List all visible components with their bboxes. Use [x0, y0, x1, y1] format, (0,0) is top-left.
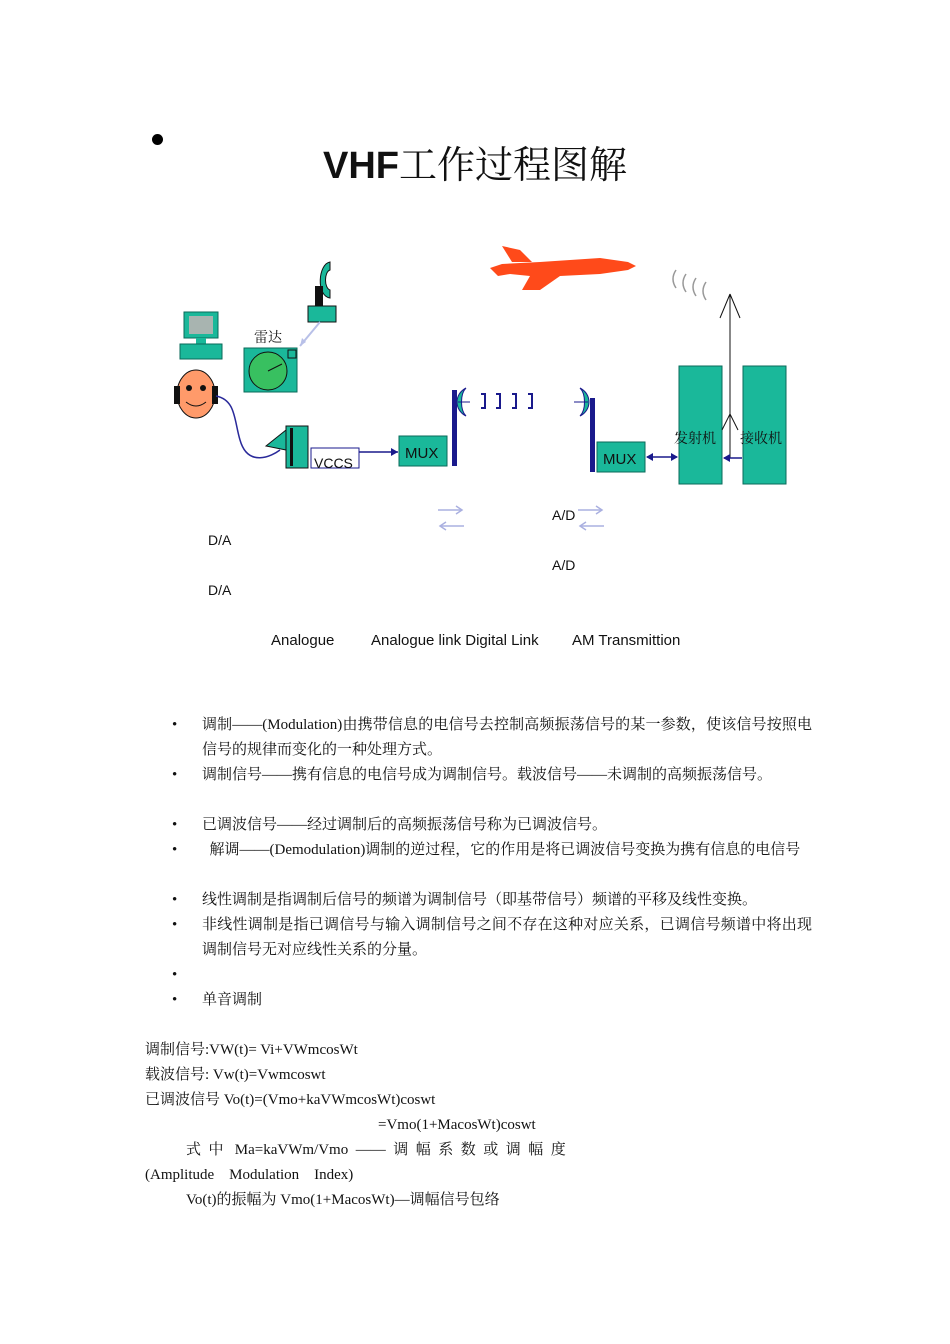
mux-right-label: MUX: [603, 451, 637, 468]
vccs-label: VCCS: [314, 455, 353, 471]
bullet-item: [172, 988, 812, 1013]
bullet-item: [172, 763, 812, 788]
bullet-mark: •: [172, 917, 178, 933]
bullet-mark: •: [172, 767, 178, 783]
bullet-item: [172, 713, 812, 763]
radar-label: 雷达: [254, 329, 282, 345]
bullet-mark: •: [172, 717, 178, 733]
broadcast-arcs-icon: [673, 270, 706, 300]
bullet-mark: •: [172, 892, 178, 908]
transmitter-box: [679, 366, 722, 484]
mux-left-label: MUX: [405, 445, 439, 462]
title-latin: VHF: [322, 145, 399, 187]
ad-label-1: A/D: [552, 507, 576, 523]
conversion-arrows-left: [438, 506, 464, 530]
transmitter-label: 发射机: [674, 430, 716, 446]
formula-modulated-cont: =Vmo(1+MacosWt)coswt: [378, 1117, 536, 1133]
bullet-text: 单音调制: [202, 992, 263, 1008]
bullet-mark: •: [172, 992, 178, 1008]
bullet-mark: •: [172, 817, 178, 833]
aircraft-icon: [490, 246, 636, 290]
caption-am: AM Transmittion: [572, 632, 681, 649]
da-label-2: D/A: [208, 582, 232, 598]
receiver-label: 接收机: [740, 430, 782, 446]
bullet-item: [172, 838, 812, 863]
right-antenna-pole: [590, 398, 595, 472]
tower-antenna-icon: [720, 294, 740, 458]
receiver-box: [743, 366, 786, 484]
formula-envelope: Vo(t)的振幅为 Vmo(1+MacosWt)—调幅信号包络: [186, 1192, 500, 1208]
radio-waves-icon: [481, 394, 532, 408]
bullet-mark: •: [172, 842, 178, 858]
bullet-text: 线性调制是指调制后信号的频谱为调制信号（即基带信号）频谱的平移及线性变换。: [202, 892, 758, 908]
formula-modulating-signal: 调制信号:VW(t)= Vi+VWmcosWt: [145, 1042, 358, 1058]
console-device-icon: [266, 426, 308, 468]
formula-modulated: 已调波信号 Vo(t)=(Vmo+kaVWmcosWt)coswt: [145, 1092, 436, 1108]
caption-links: Analogue link Digital Link: [371, 632, 539, 649]
bullet-item: [172, 888, 812, 913]
formula-where-line2: (Amplitude Modulation Index): [145, 1167, 354, 1183]
computer-icon: [180, 312, 222, 359]
title-cjk: 工作过程图解: [398, 143, 627, 187]
bullet-text: 调制信号——携有信息的电信号成为调制信号。载波信号——未调制的高频振荡信号。: [202, 767, 773, 783]
telephone-icon: [308, 262, 336, 322]
ad-label-2: A/D: [552, 557, 576, 573]
bullet-text: 调制——(Modulation)由携带信息的电信号去控制高频振荡信号的某一参数，使该信号按照电信号的规律而变化的一种处理方式。: [202, 717, 812, 758]
left-antenna-pole: [452, 390, 457, 466]
conversion-arrows-right: [578, 506, 604, 530]
bullet-item: [172, 913, 812, 963]
radar-icon: [244, 348, 297, 392]
formula-carrier: 载波信号: Vw(t)=Vwmcoswt: [145, 1067, 326, 1083]
bullet-text: 已调波信号——经过调制后的高频振荡信号称为已调波信号。: [202, 817, 608, 833]
operator-face-icon: [174, 370, 218, 418]
bullet-text: 非线性调制是指已调信号与输入调制信号之间不存在这种对应关系，已调信号频谱中将出现调制信号无对应线性关系的分量。: [202, 917, 812, 958]
da-label-1: D/A: [208, 532, 232, 548]
bullet-mark: •: [172, 967, 178, 983]
formula-where-line1: 式 中 Ma=kaVWm/Vmo —— 调 幅 系 数 或 调 幅 度: [186, 1142, 566, 1158]
caption-analogue: Analogue: [271, 632, 335, 649]
bullet-item: [172, 813, 812, 838]
bullet-text: 解调——(Demodulation)调制的逆过程，它的作用是将已调波信号变换为携有信息的电信号: [202, 842, 801, 858]
